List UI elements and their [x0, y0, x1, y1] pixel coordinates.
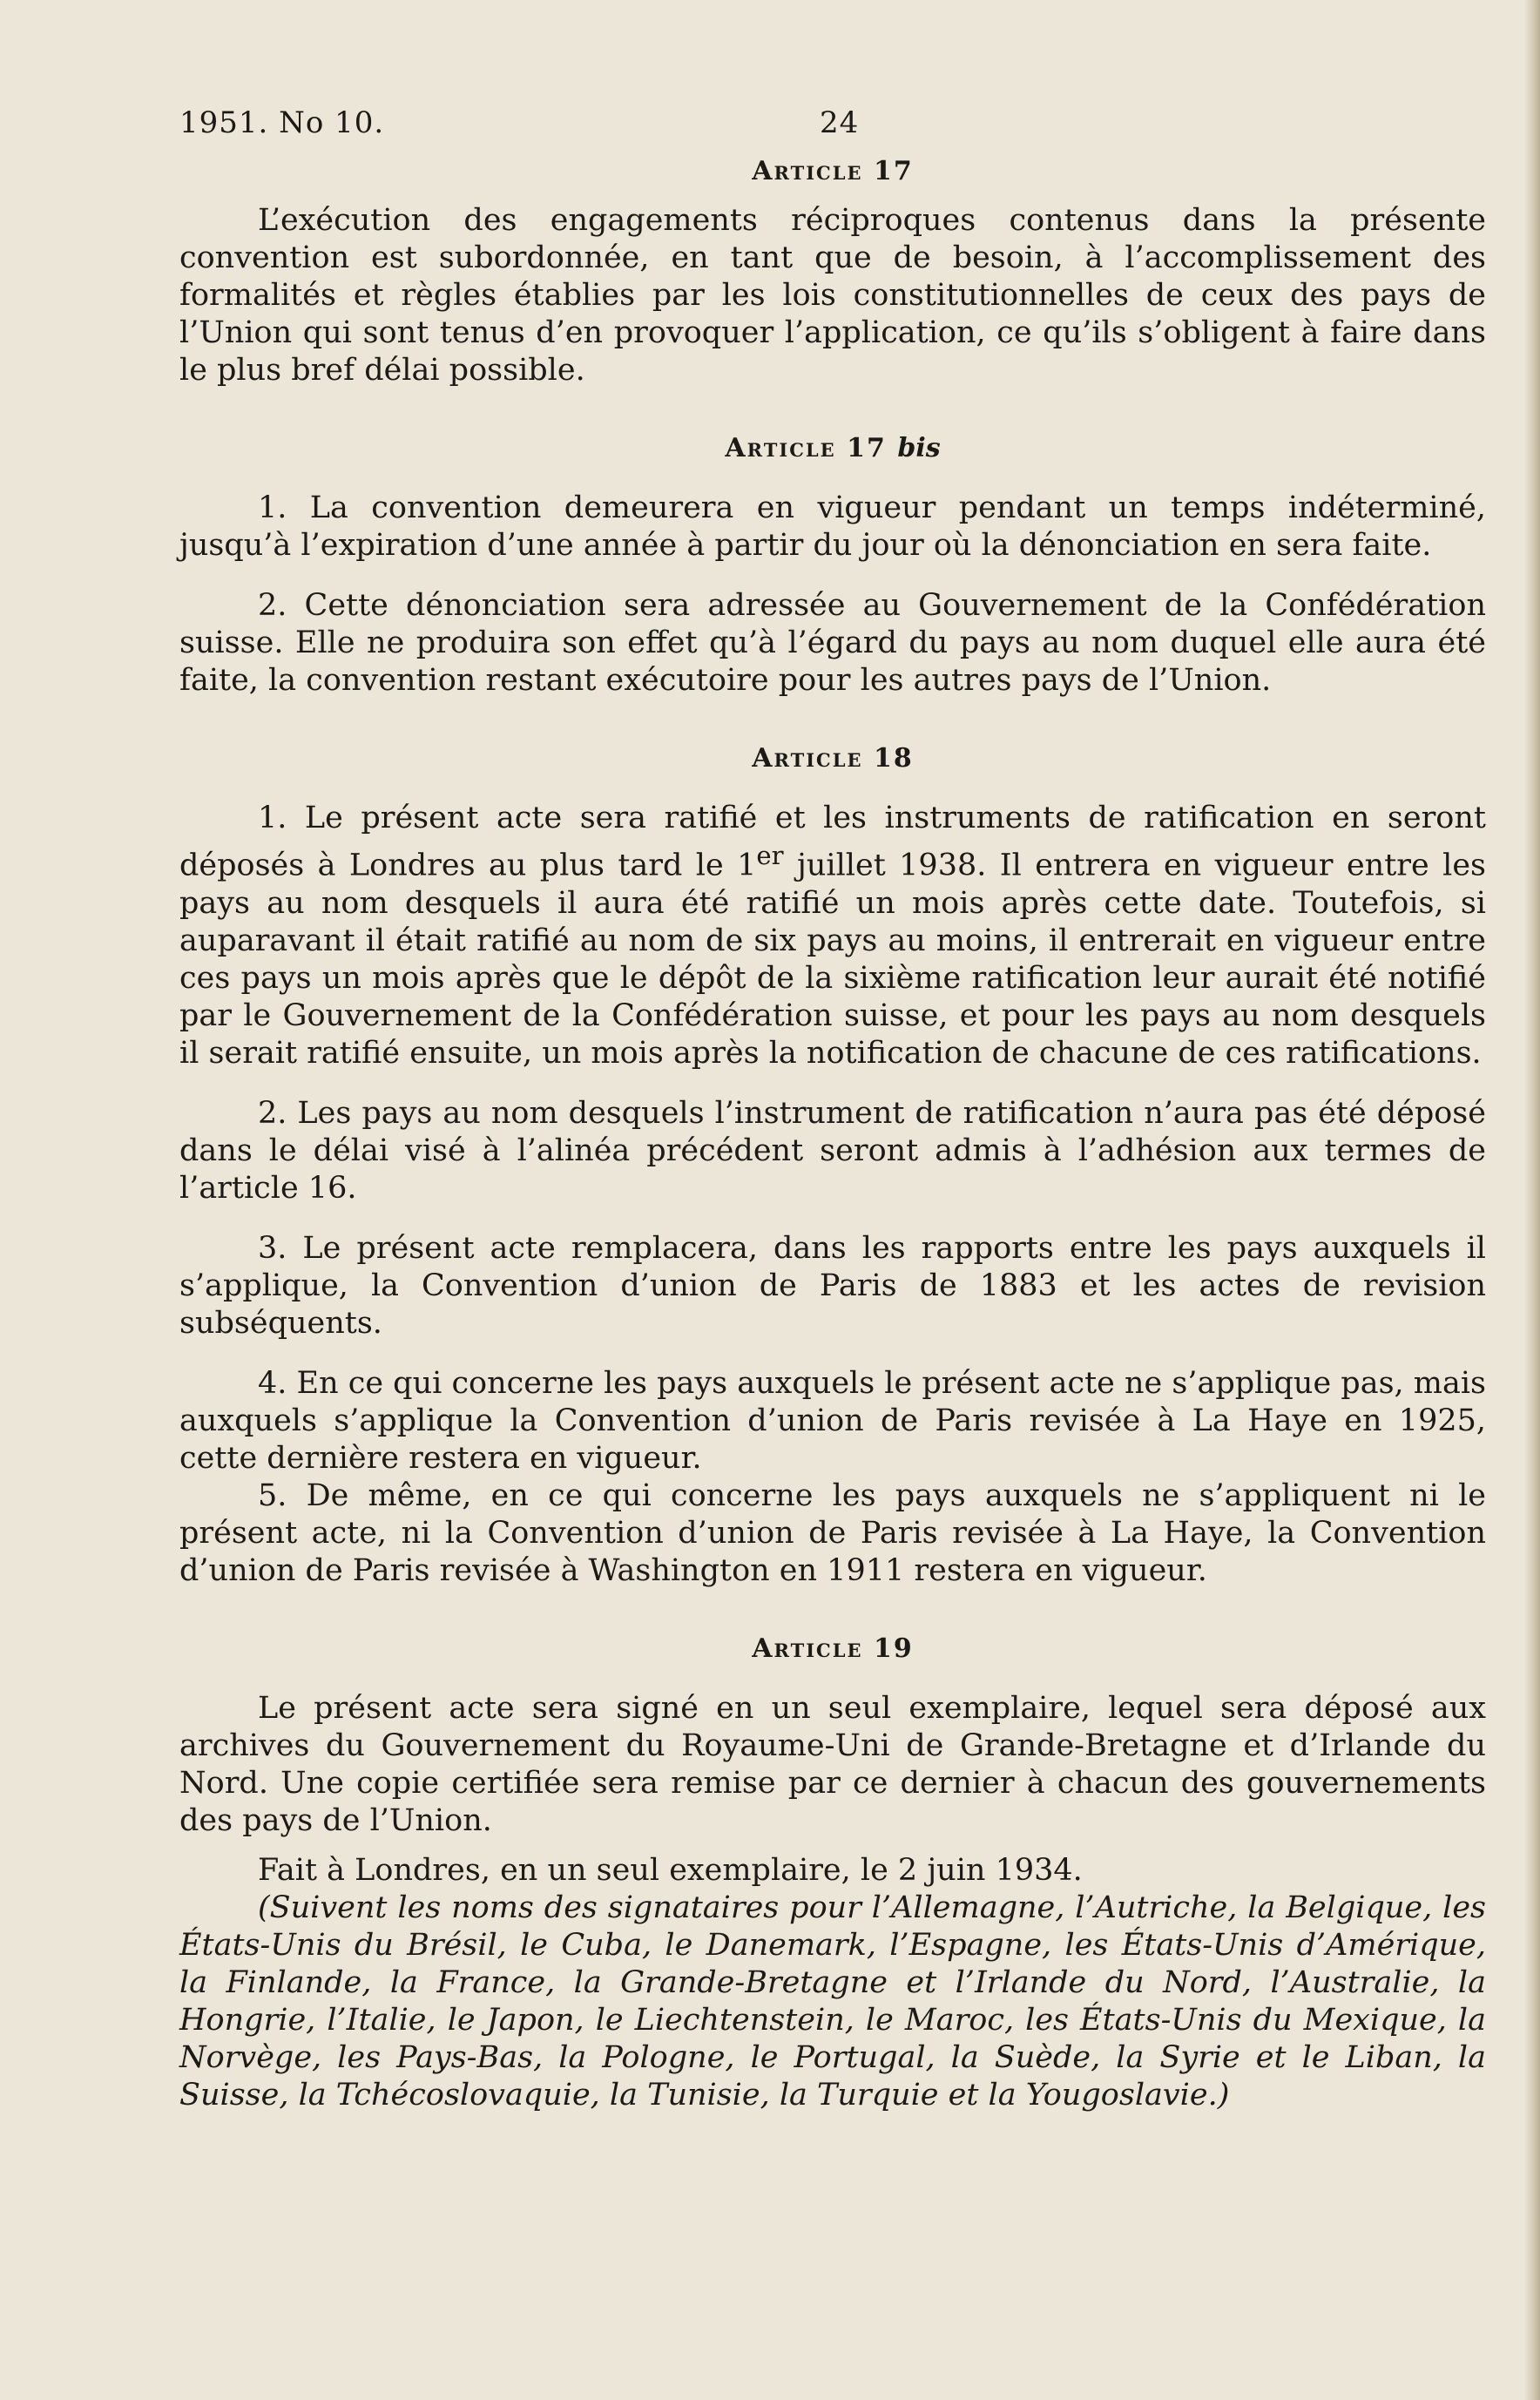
article-19-signatories: (Suivent les noms des signataires pour l’Allemagne, l’Autriche, la Belgique, les États-Unis du Brésil, le Cuba, le Danemark, l’Espagne, les États-Unis d’Amérique, la Finlande, la France, la Grande-Bretagne et l’Irlande du Nord, l’Australie, la Hongrie, l’Italie, le Japon, le Liechtenstein, le Maroc, les États-Unis du Mexique, la Norvège, les Pays-Bas, la Pologne, le Portugal, la Suède, la Syrie et le Liban, la Suisse, la Tchécoslovaquie, la Tunisie, la Turquie et la Yougoslavie.)	[179, 1890, 1486, 2113]
article-18-para-2: 2. Les pays au nom desquels l’instrument de ratification n’aura pas été déposé dans le délai visé à l’alinéa précédent seront admis à l’adhésion aux termes de l’article 16.	[179, 1095, 1486, 1206]
article-18-para-4: 4. En ce qui concerne les pays auxquels le présent acte ne s’applique pas, mais auxquels s’applique la Convention d’union de Paris revisée à La Haye en 1925, cette dernière restera en vigueur.	[179, 1365, 1486, 1476]
article-17-bis-para-1: 1. La convention demeurera en vigueur pendant un temps indéterminé, jusqu’à l’expiration d’une année à partir du jour où la dénonciation en sera faite.	[179, 490, 1486, 563]
article-18-para-1-superscript: er	[756, 841, 784, 870]
article-17-text: L’exécution des engagements réciproques contenus dans la présente convention est subordonnée, en tant que de besoin, à l’accomplissement des formalités et règles établies par les lois constitutionnelles de ceux des pays de l’Union qui sont tenus d’en provoquer l’application, ce qu’ils s’obligent à faire dans le plus bref délai possible.	[179, 203, 1486, 388]
article-19-signing-line: Fait à Londres, en un seul exemplaire, le 2 juin 1934.	[258, 1852, 1083, 1888]
article-18-para-1-after: juillet 1938. Il entrera en vigueur entre les pays au nom desquels il aura été ratifié un mois après cette date. Toutefois, si auparavant il était ratifié au nom de six pays au moins, il entrerait en vigueur entre ces pays un mois après que le dépôt de la sixième ratification leur aurait été notifié par le Gouvernement de la Confédération suisse, et pour les pays au nom desquels il serait ratifié ensuite, un mois après la notification de chacune de ces ratifications.	[179, 848, 1486, 1071]
article-17-bis-heading-main: Article 17	[725, 433, 887, 463]
article-17-bis-para-2: 2. Cette dénonciation sera adressée au Gouvernement de la Confédération suisse. Elle ne produira son effet qu’à l’égard du pays au nom duquel elle aura été faite, la convention restant exécutoire pour les autres pays de l’Union.	[179, 588, 1486, 698]
article-18-para-1	[179, 800, 1486, 1072]
article-18-para-3: 3. Le présent acte remplacera, dans les rapports entre les pays auxquels il s’applique, la Convention d’union de Paris de 1883 et les actes de revision subséquents.	[179, 1230, 1486, 1341]
article-17-bis-heading	[179, 429, 1486, 467]
article-19-para-1: Le présent acte sera signé en un seul exemplaire, lequel sera déposé aux archives du Gouvernement du Royaume-Uni de Grande-Bretagne et d’Irlande du Nord. Une copie certifiée sera remise par ce dernier à chacun des gouvernements des pays de l’Union.	[179, 1690, 1486, 1838]
article-18-heading: Article 18	[752, 743, 914, 774]
article-18-para-1-before: 1. Le présent acte sera ratifié et les instruments de ratification en seront déposés à Londres au plus tard le 1	[179, 801, 1486, 883]
page-content	[179, 91, 1486, 2114]
page-edge-shadow	[1524, 0, 1540, 2400]
page-header	[179, 91, 1486, 152]
article-17-heading: Article 17	[752, 156, 914, 186]
article-17-bis-heading-suffix: bis	[897, 433, 941, 463]
article-18-para-5: 5. De même, en ce qui concerne les pays auxquels ne s’appliquent ni le présent acte, ni la Convention d’union de Paris revisée à La Haye, la Convention d’union de Paris revisée à Washington en 1911 restera en vigueur.	[179, 1477, 1486, 1588]
page-number: 24	[820, 105, 860, 140]
document-reference: 1951. No 10.	[179, 105, 385, 140]
article-19-heading: Article 19	[752, 1633, 914, 1664]
